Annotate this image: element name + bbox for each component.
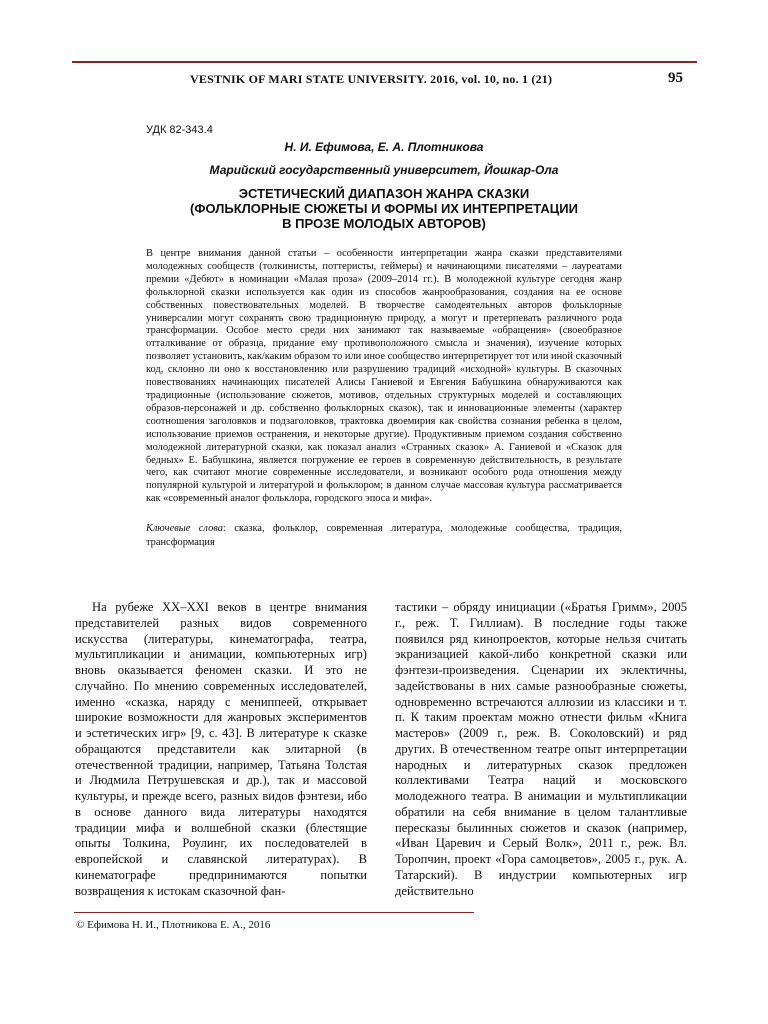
keywords-label: Ключевые слова [146, 523, 223, 534]
title-line: ЭСТЕТИЧЕСКИЙ ДИАПАЗОН ЖАНРА СКАЗКИ [238, 186, 530, 201]
keywords [146, 522, 622, 549]
title-line: В ПРОЗЕ МОЛОДЫХ АВТОРОВ) [282, 216, 486, 231]
title-line: (ФОЛЬКЛОРНЫЕ СЮЖЕТЫ И ФОРМЫ ИХ ИНТЕРПРЕТАЦИИ [190, 201, 578, 216]
journal-title: VESTNIK OF MARI STATE UNIVERSITY. 2016, vol. 10, no. 1 (21) [190, 72, 553, 86]
udk-code: УДК 82-343.4 [146, 124, 213, 136]
abstract-text: В центре внимания данной статьи – особенности интерпретации жанра сказки представителями молодежных сообществ (толкинисты, поттеристы, геймеры) и начинающими писателями – лауреатами премии «Дебют» в номинации «Малая проза» (2009–2014 гг.). В молодежной культуре сегодня жанр фольклорной сказки используется как один из способов жанрообразования, создания на ее основе собственных повествовательных моделей. В творчестве самодеятельных авторов фольклорные универсалии могут сохранять свою традиционную природу, а могут и претерпевать различного рода трансформации. Особое место среди них занимают так называемые «обращения» (своеобразное отталкивание от образца, придание ему противоположного смысла и значения), изучение которых позволяет установить, как/каким образом то или иное сообщество интерпретирует тот или иной сказочный код, склонно ли оно к восстановлению или разрушению традиций «исходной» культуры. В сказочных повествованиях начинающих писателей Алисы Ганиевой и Евгения Бабушкина обнаруживаются как традиционные (использование сюжетов, мотивов, отдельных структурных моделей и составляющих образов-персонажей и др. собственно фольклорных сказок), так и инновационные элементы (характер соотношения заголовков и подзаголовков, трактовка двоемирия как свойства сознания ребенка в целом, использование приемов остранения, и некоторые другие). Продуктивным приемом создания собственно молодежной литературной сказки, как показал анализ «Странных сказок» А. Ганиевой и «Сказок для бедных» Е. Бабушкина, является погружение ее героев в современную действительность, в результате чего, как считают многие современные исследователи, и возникают особого рода отношения между популярной культурой и литературой и фольклором; в данном случае массовая культура рассматривается как «современный аналог фольклора, городского эпоса и мифа». [146, 248, 622, 505]
body-paragraph: На рубеже XX–XXI веков в центре внимания представителей разных видов современного искусства (литературы, кинематографа, театра, мультипликации и анимации, компьютерных игр) вновь оказывается феномен сказки. И это не случайно. По мнению современных исследователей, именно «сказка, наряду с мениппеей, открывает широкие возможности для жанровых экспериментов и эстетических игр» [9, с. 43]. В литературе к сказке обращаются представители как элитарной (в отечественной традиции, например, Татьяна Толстая и Людмила Петрушевская и др.), так и массовой культуры, и прежде всего, разных видов фэнтези, ибо в основе данного вида литературы находятся традиции мифа и волшебной сказки (блестящие опыты Толкина, Роулинг, их последователей в европейской и славянской литературах). В кинематографе предпринимаются попытки возвращения к истокам сказочной фан- [75, 600, 367, 898]
header-rule [72, 61, 697, 63]
footnote-rule [74, 912, 474, 913]
body-paragraph: тастики – обряду инициации («Братья Гримм», 2005 г., реж. Т. Гиллиам). В последние годы также появился ряд кинопроектов, которые нельзя считать экранизацией какой-либо конкретной сказки или фэнтези-произведения. Сценарии их эклектичны, задействованы в них самые разнообразные сюжеты, одновременно встречаются аллюзии из классики и т. п. К таким проектам можно отнести фильм «Книга мастеров» (2009 г., реж. В. Соколовский) и ряд других. В отечественном театре опыт интерпретации народных и литературных сказок предложен коллективами Театра наций и московского молодежного театра. В анимации и мультипликации обратили на себя внимание в целом талантливые пересказы былинных сюжетов и сказок (например, «Иван Царевич и Серый Волк», 2011 г., реж. Вл. Торопчин, проект «Гора самоцветов», 2005 г., рук. А. Татарский). В индустрии компьютерных игр действительно [395, 600, 687, 898]
body-column-right [395, 600, 687, 899]
article-title [0, 186, 768, 231]
affiliation: Марийский государственный университет, Йошкар-Ола [209, 163, 559, 177]
copyright-notice: © Ефимова Н. И., Плотникова Е. А., 2016 [76, 919, 271, 931]
abstract [146, 248, 622, 506]
body-column-left [75, 600, 367, 899]
running-header [72, 70, 697, 90]
page-number: 95 [668, 70, 683, 86]
keywords-text: : сказка, фольклор, современная литература, молодежные сообщества, традиция, трансформация [146, 523, 623, 548]
authors: Н. И. Ефимова, Е. А. Плотникова [284, 140, 484, 154]
